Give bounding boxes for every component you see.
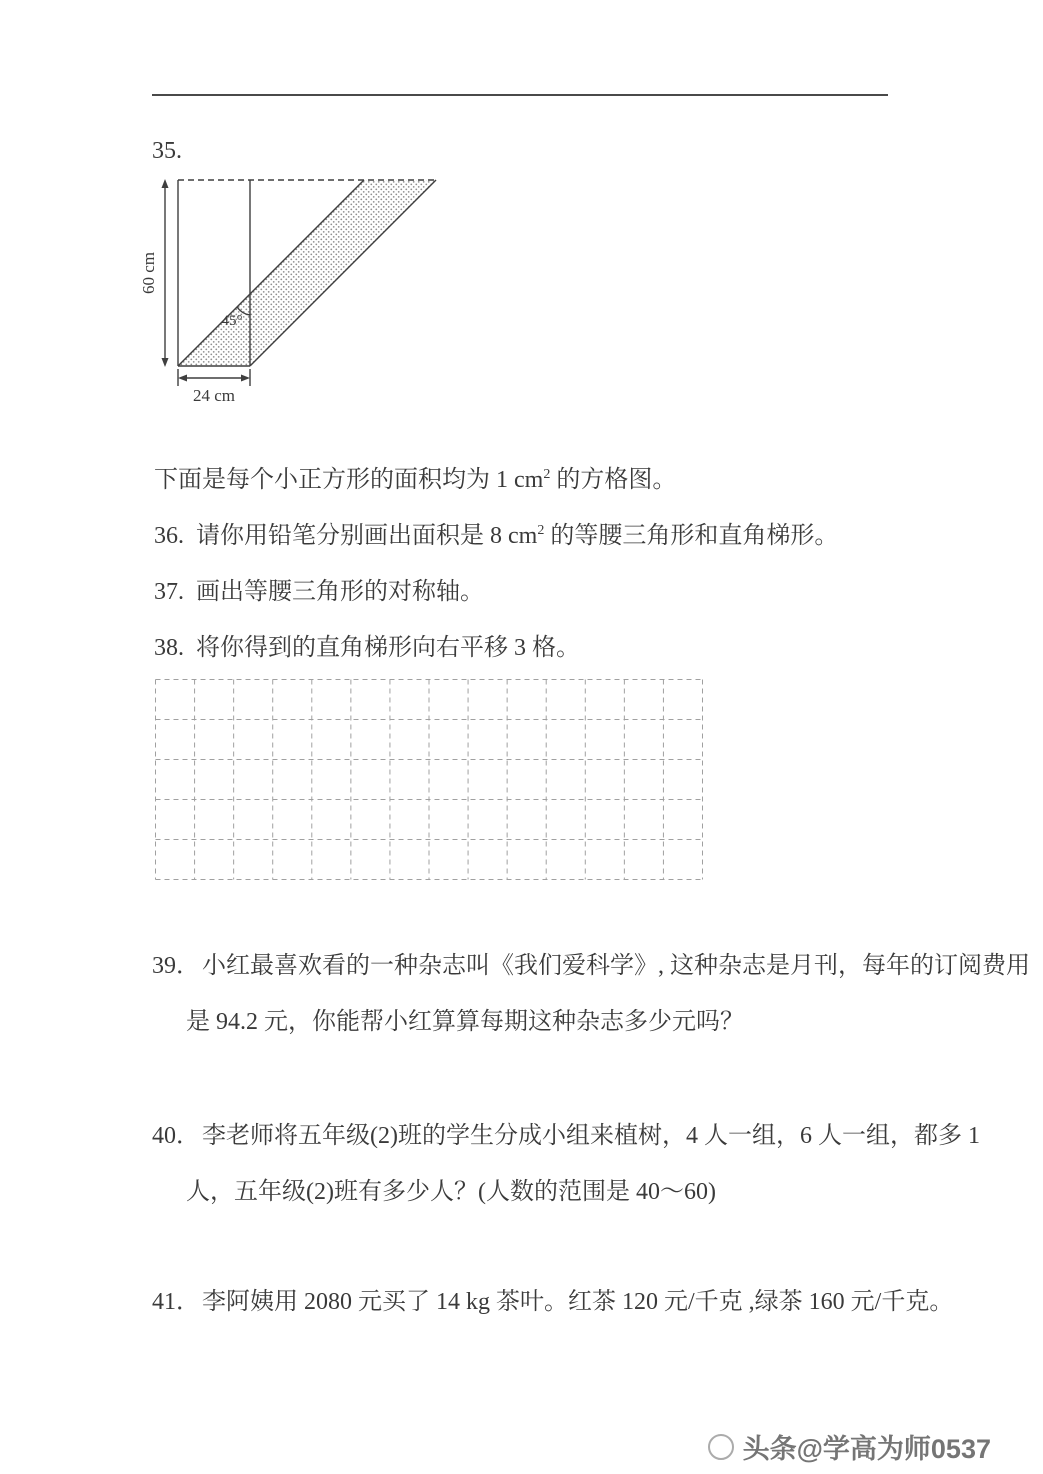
grid-intro-part2: 的方格图。 xyxy=(550,467,677,493)
question-38-text: 将你得到的直角梯形向右平移 3 格。 xyxy=(196,635,580,661)
question-39-line1 xyxy=(152,951,1030,981)
width-dimension-arrow xyxy=(178,369,250,405)
question-36-number: 36. xyxy=(154,523,184,549)
superscript-2: 2 xyxy=(537,523,545,538)
question-36-part1: 请你用铅笔分别画出面积是 8 cm xyxy=(196,523,538,549)
question-36-part2: 的等腰三角形和直角梯形。 xyxy=(544,523,839,549)
shaded-parallelogram-band xyxy=(178,180,436,366)
arrow-head-down xyxy=(162,358,169,367)
question-41-text: 李阿姨用 2080 元买了 14 kg 茶叶。红茶 120 元/千克 ,绿茶 160 元/千克。 xyxy=(202,1289,954,1315)
arrow-head-right xyxy=(241,375,250,382)
height-label: 60 cm xyxy=(140,251,158,295)
question-35-figure xyxy=(140,173,452,414)
question-37-number: 37. xyxy=(154,579,184,605)
watermark-text: 头条@学高为师0537 xyxy=(742,1434,991,1464)
toutiao-logo-icon xyxy=(708,1434,734,1460)
watermark xyxy=(708,1427,991,1466)
question-37 xyxy=(154,577,484,607)
question-38 xyxy=(154,633,580,663)
question-36 xyxy=(154,521,838,551)
arrow-head-left xyxy=(178,375,187,382)
question-38-number: 38. xyxy=(154,635,184,661)
top-divider xyxy=(152,94,888,96)
question-40-number: 40． xyxy=(152,1123,200,1149)
question-35-number: 35. xyxy=(152,138,182,164)
arrow-head-up xyxy=(162,179,169,188)
angle-label: 45° xyxy=(221,313,243,329)
question-39-line2 xyxy=(186,1007,744,1037)
question-41 xyxy=(152,1287,953,1317)
question-39-text1: 小红最喜欢看的一种杂志叫《我们爱科学》, 这种杂志是月刊，每年的订阅费用 xyxy=(202,953,1030,979)
question-41-number: 41． xyxy=(152,1289,200,1315)
question-40-text1: 李老师将五年级(2)班的学生分成小组来植树，4 人一组，6 人一组，都多 1 xyxy=(202,1123,980,1149)
question-40-line2 xyxy=(186,1177,716,1207)
square-grid xyxy=(155,679,704,886)
width-label: 24 cm xyxy=(192,386,236,405)
question-40-line1 xyxy=(152,1121,980,1151)
grid-intro-part1: 下面是每个小正方形的面积均为 1 cm xyxy=(154,467,544,493)
question-39-number: 39． xyxy=(152,953,200,979)
height-dimension-arrow xyxy=(140,179,169,367)
question-40-text2: 人，五年级(2)班有多少人？(人数的范围是 40～60) xyxy=(186,1179,716,1205)
superscript-2: 2 xyxy=(543,467,551,482)
square-grid-svg xyxy=(155,679,704,881)
grid-intro-text xyxy=(154,465,676,495)
figure-35-svg xyxy=(140,173,452,409)
question-39-text2: 是 94.2 元，你能帮小红算算每期这种杂志多少元吗？ xyxy=(186,1009,744,1035)
question-37-text: 画出等腰三角形的对称轴。 xyxy=(196,579,484,605)
